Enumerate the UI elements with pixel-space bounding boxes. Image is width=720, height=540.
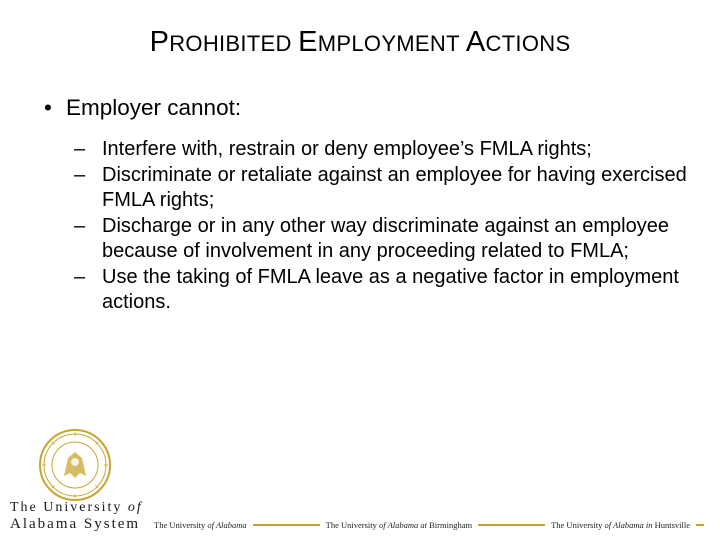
dash-marker: – <box>74 138 86 160</box>
system-logo-prefix: The University <box>10 500 123 515</box>
main-bullet-text: Employer cannot: <box>66 95 242 120</box>
university-seal-icon <box>38 428 112 502</box>
slide-title <box>0 26 720 59</box>
bullet-marker: • <box>44 95 52 120</box>
campus-name <box>551 520 690 530</box>
campus-italic: of Alabama at <box>378 520 427 530</box>
sub-bullet-item <box>74 265 694 316</box>
sub-bullet-text: Discharge or in any other way discriminate against an employee because of involvement in any proceeding related to FMLA; <box>102 214 669 262</box>
campus-italic: of Alabama <box>207 520 247 530</box>
campus-name <box>326 520 472 530</box>
title-part: MPLOYMENT <box>317 31 466 56</box>
sub-bullet-text: Discriminate or retaliate against an employee for having exercised FMLA rights; <box>102 163 687 211</box>
sub-bullet-text: Interfere with, restrain or deny employee’s FMLA rights; <box>102 138 592 160</box>
campus-italic: of Alabama in <box>604 520 653 530</box>
gold-divider <box>253 524 320 525</box>
sub-bullet-item <box>74 163 694 214</box>
sub-bullet-list <box>74 137 694 316</box>
title-part: ROHIBITED <box>169 31 299 56</box>
campus-prefix: The University <box>154 520 206 530</box>
campus-prefix: The University <box>325 520 377 530</box>
sub-bullet-item <box>74 137 694 163</box>
title-part: P <box>149 26 170 58</box>
campus-prefix: The University <box>551 520 603 530</box>
system-logo <box>10 499 143 533</box>
campus-name <box>154 520 247 530</box>
dash-marker: – <box>74 265 86 288</box>
title-part: A <box>465 26 486 58</box>
campus-bar <box>154 519 710 531</box>
campus-suffix: Birmingham <box>429 520 473 530</box>
main-bullet <box>44 94 241 122</box>
system-logo-of: of <box>127 500 143 515</box>
gold-divider <box>478 524 545 525</box>
dash-marker: – <box>74 163 86 186</box>
sub-bullet-item <box>74 214 694 265</box>
system-logo-line2: Alabama System <box>10 516 141 532</box>
campus-suffix: Huntsville <box>654 520 691 530</box>
title-part: CTIONS <box>485 31 571 56</box>
gold-divider <box>696 524 704 525</box>
dash-marker: – <box>74 214 86 237</box>
system-logo-line1 <box>10 499 143 516</box>
sub-bullet-text: Use the taking of FMLA leave as a negative factor in employment actions. <box>102 265 679 313</box>
title-part: E <box>298 26 318 58</box>
